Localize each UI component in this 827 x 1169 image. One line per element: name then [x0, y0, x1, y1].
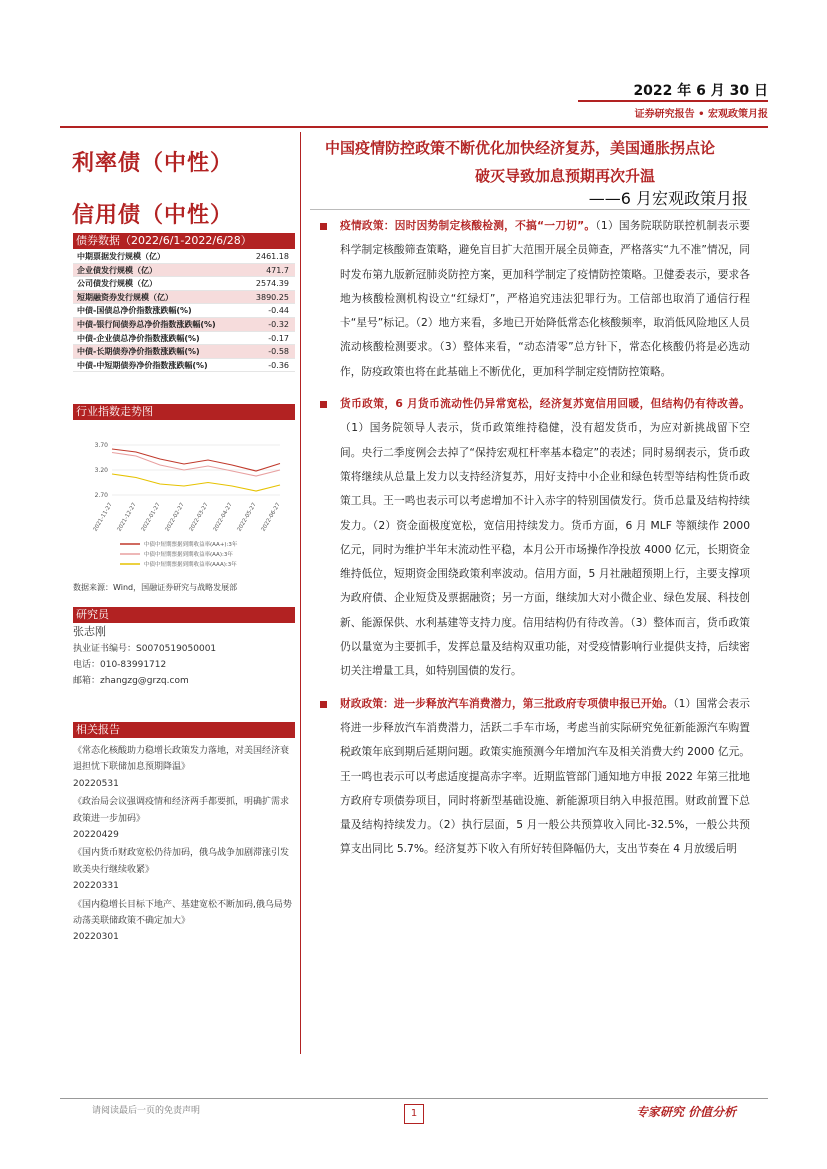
title-separator: [310, 209, 750, 210]
row-label: 中债-中短期债券净价指数涨跌幅(%): [77, 360, 208, 370]
row-value: 2461.18: [255, 252, 289, 261]
x-tick-label: 2022-03-27: [188, 502, 210, 533]
row-label: 短期融资券发行规模（亿）: [77, 292, 173, 302]
table-row: [73, 277, 295, 291]
paragraph-text: （1）国常会表示将进一步释放汽车消费潜力，活跃二手车市场，考虑当前实际研究免征新能源汽车购置税政策年底到期后延期问题。政策实施预测今年增加汽车及相关消费大约 2000 亿元。王一鸣也表示可以考虑适度提高赤字率。近期监管部门通知地方申报 2022 年第三批地方政府专项债券项目，同时将新型基础设施、新能源项目纳入申报范围。财政前置下总量及结构持续发力。（2）执行层面，5 月一般公共预算收入同比-32.5%，一般公共预算支出同比 5.7%。经济复苏下收入有所好转但降幅仍大，支出节奏在 4 月放缓后明: [340, 696, 750, 856]
bullet-icon: [320, 223, 327, 230]
researcher-name: 张志刚: [73, 625, 106, 638]
table-row: [73, 264, 295, 278]
row-value: -0.58: [268, 347, 289, 357]
header-rule: [578, 100, 768, 102]
header-divider: [60, 126, 768, 128]
chart-source: 数据来源：Wind，国融证券研究与战略发展部: [73, 583, 238, 592]
row-value: -0.32: [268, 319, 289, 329]
row-label: 中债-国债总净价指数涨跌幅(%): [77, 306, 192, 316]
table-row: [73, 250, 295, 264]
row-value: -0.17: [268, 333, 289, 343]
x-tick-label: 2022-06-27: [260, 502, 282, 533]
paragraph-fiscal-policy: [320, 692, 750, 862]
report-date: 2022 年 6 月 30 日: [633, 83, 768, 99]
bullet-icon: [320, 401, 327, 408]
paragraph-monetary-policy: [320, 392, 750, 684]
rating-credit-bonds: 信用债（中性）: [72, 203, 234, 228]
row-value: 471.7: [266, 265, 289, 275]
legend-label: 中债中短期票据到期收益率(AA):3年: [144, 552, 233, 558]
x-tick-label: 2022-04-27: [212, 502, 234, 533]
row-label: 中期票据发行规模（亿）: [77, 252, 165, 261]
researcher-header: 研究员: [73, 607, 295, 623]
row-label: 中债-长期债券净价指数涨跌幅(%): [77, 347, 200, 357]
index-trend-header: 行业指数走势图: [73, 404, 295, 420]
title-line-1: 中国疫情防控政策不断优化加快经济复苏，美国通胀拐点论: [324, 139, 715, 157]
table-row: [73, 318, 295, 332]
row-label: 公司债发行规模（亿）: [77, 279, 157, 289]
x-tick-label: 2022-01-27: [140, 502, 162, 533]
researcher-phone: 电话：010-83991712: [73, 660, 167, 670]
legend-label: 中债中短期票据到期收益率(AAA):3年: [144, 562, 237, 568]
paragraph-epidemic-policy: [320, 214, 750, 384]
row-value: 3890.25: [255, 292, 289, 302]
related-reports-list: [73, 743, 295, 948]
related-date: 20220331: [73, 881, 119, 892]
index-trend-chart: [80, 432, 290, 580]
y-tick-label: 3.70: [94, 442, 108, 449]
footer-rule: [60, 1098, 768, 1099]
researcher-license: 执业证书编号：S0070519050001: [73, 644, 217, 654]
paragraph-lead: 货币政策，6 月货币流动性仍异常宽松，经济复苏宽信用回暖，但结构仍有待改善。: [340, 397, 750, 411]
x-tick-label: 2022-05-27: [236, 502, 258, 533]
column-divider: [300, 132, 301, 1054]
table-row: [73, 359, 295, 373]
list-item[interactable]: [73, 897, 295, 946]
row-label: 中债-企业债总净价指数涨跌幅(%): [77, 333, 200, 343]
table-row: [73, 345, 295, 359]
report-title: [300, 134, 740, 190]
report-subtitle: ——6 月宏观政策月报: [588, 189, 748, 208]
related-title: 《国内货币财政宽松仍待加码，俄乌战争加剧滞涨引发欧美央行继续收紧》: [73, 848, 290, 875]
footer-slogan: 专家研究 价值分析: [636, 1105, 737, 1119]
row-value: -0.36: [268, 360, 289, 370]
list-item[interactable]: [73, 743, 295, 792]
list-item[interactable]: [73, 845, 295, 894]
related-title: 《政治局会议强调疫情和经济两手都要抓，明确扩需求政策进一步加码》: [73, 797, 290, 824]
trend-chart-svg: [80, 432, 290, 580]
row-label: 企业债发行规模（亿）: [77, 265, 157, 275]
rating-rate-bonds: 利率债（中性）: [72, 151, 234, 176]
table-row: [73, 332, 295, 346]
row-label: 中债-银行间债券总净价指数涨跌幅(%): [77, 319, 216, 329]
y-tick-label: 3.20: [94, 467, 108, 474]
row-value: 2574.39: [255, 279, 289, 289]
x-tick-label: 2021-12-27: [116, 502, 138, 533]
paragraph-lead: 疫情政策：因时因势制定核酸检测，不搞“一刀切”。: [340, 219, 596, 232]
related-date: 20220301: [73, 932, 119, 943]
report-category: 证券研究报告 • 宏观政策月报: [634, 109, 768, 120]
related-title: 《常态化核酸助力稳增长政策发力落地，对美国经济衰退担忧下联储加息预期降温》: [73, 746, 290, 773]
paragraph-lead: 财政政策：进一步释放汽车消费潜力，第三批政府专项债申报已开始。: [340, 696, 674, 710]
report-body: [320, 214, 750, 870]
bullet-icon: [320, 701, 327, 708]
series-line: [112, 453, 280, 477]
title-line-2: 破灭导致加息预期再次升温: [474, 167, 655, 185]
related-date: 20220429: [73, 830, 119, 841]
related-date: 20220531: [73, 778, 119, 789]
bond-data-table: [73, 250, 295, 372]
paragraph-text: （1）国务院联防联控机制表示要科学制定核酸筛查策略，避免盲目扩大范围开展全员筛查，严格落实“九不准”情况，同时发布第九版新冠肺炎防控方案，更加科学制定了疫情防控策略。卫健委表示，要求各地为核酸检测机构设立“红绿灯”，严格追究违法犯罪行为。工信部也取消了通信行程卡“星号”标记。（2）地方来看，多地已开始降低常态化核酸频率，取消低风险地区人员流动核酸检测要求。（3）整体来看，“动态清零”总方针下，常态化核酸仍将是必选动作，防疫政策也将在此基础上不断优化，更加科学制定疫情防控策略。: [340, 219, 750, 378]
table-row: [73, 291, 295, 305]
related-title: 《国内稳增长目标下地产、基建宽松不断加码,俄乌局势动荡美联储政策不确定加大》: [73, 899, 292, 927]
row-value: -0.44: [268, 306, 289, 316]
x-tick-label: 2022-02-27: [164, 502, 186, 533]
list-item[interactable]: [73, 794, 295, 843]
legend-label: 中债中短期票据到期收益率(AA+):3年: [144, 542, 238, 548]
series-line: [112, 474, 280, 491]
x-tick-label: 2021-11-27: [92, 502, 114, 533]
paragraph-text: （1）国务院领导人表示，货币政策维持稳健，没有超发货币，为应对新挑战留下空间。央行二季度例会去掉了“保持宏观杠杆率基本稳定”的表述；同时易纲表示，货币政策将继续从总量上发力以支持经济复苏，用好支持中小企业和绿色转型等结构性货币政策工具。王一鸣也表示可以考虑增加不计入赤字的特别国债发行。货币总量及结构持续发力。（2）资金面极度宽松，宽信用持续发力。货币方面，6 月 MLF 等额续作 2000 亿元，同时为维护半年末流动性平稳，本月公开市场操作净投放 4000 亿元，长期资金维持低位，短期资金围绕政策利率波动。信用方面，5 月社融超预期上行，主要支撑项为政府债、企业短贷及票据融资；另一方面，继续加大对小微企业、绿色发展、科技创新、能源保供、水利基建等支持力度。信用结构仍有待改善。（3）整体而言，货币政策仍以量宽为主要抓手，发挥总量及结构双重功能，对受疫情影响行业提供支持，后续密切关注增量工具，如特别国债的发行。: [340, 421, 750, 678]
researcher-email[interactable]: 邮箱：zhangzg@grzq.com: [73, 676, 189, 686]
page-number: 1: [404, 1104, 424, 1124]
disclaimer-note: 请阅读最后一页的免责声明: [92, 1106, 201, 1116]
bond-data-header: 债券数据（2022/6/1-2022/6/28）: [73, 233, 295, 249]
table-row: [73, 304, 295, 318]
y-tick-label: 2.70: [94, 492, 108, 499]
related-reports-header: 相关报告: [73, 722, 295, 738]
